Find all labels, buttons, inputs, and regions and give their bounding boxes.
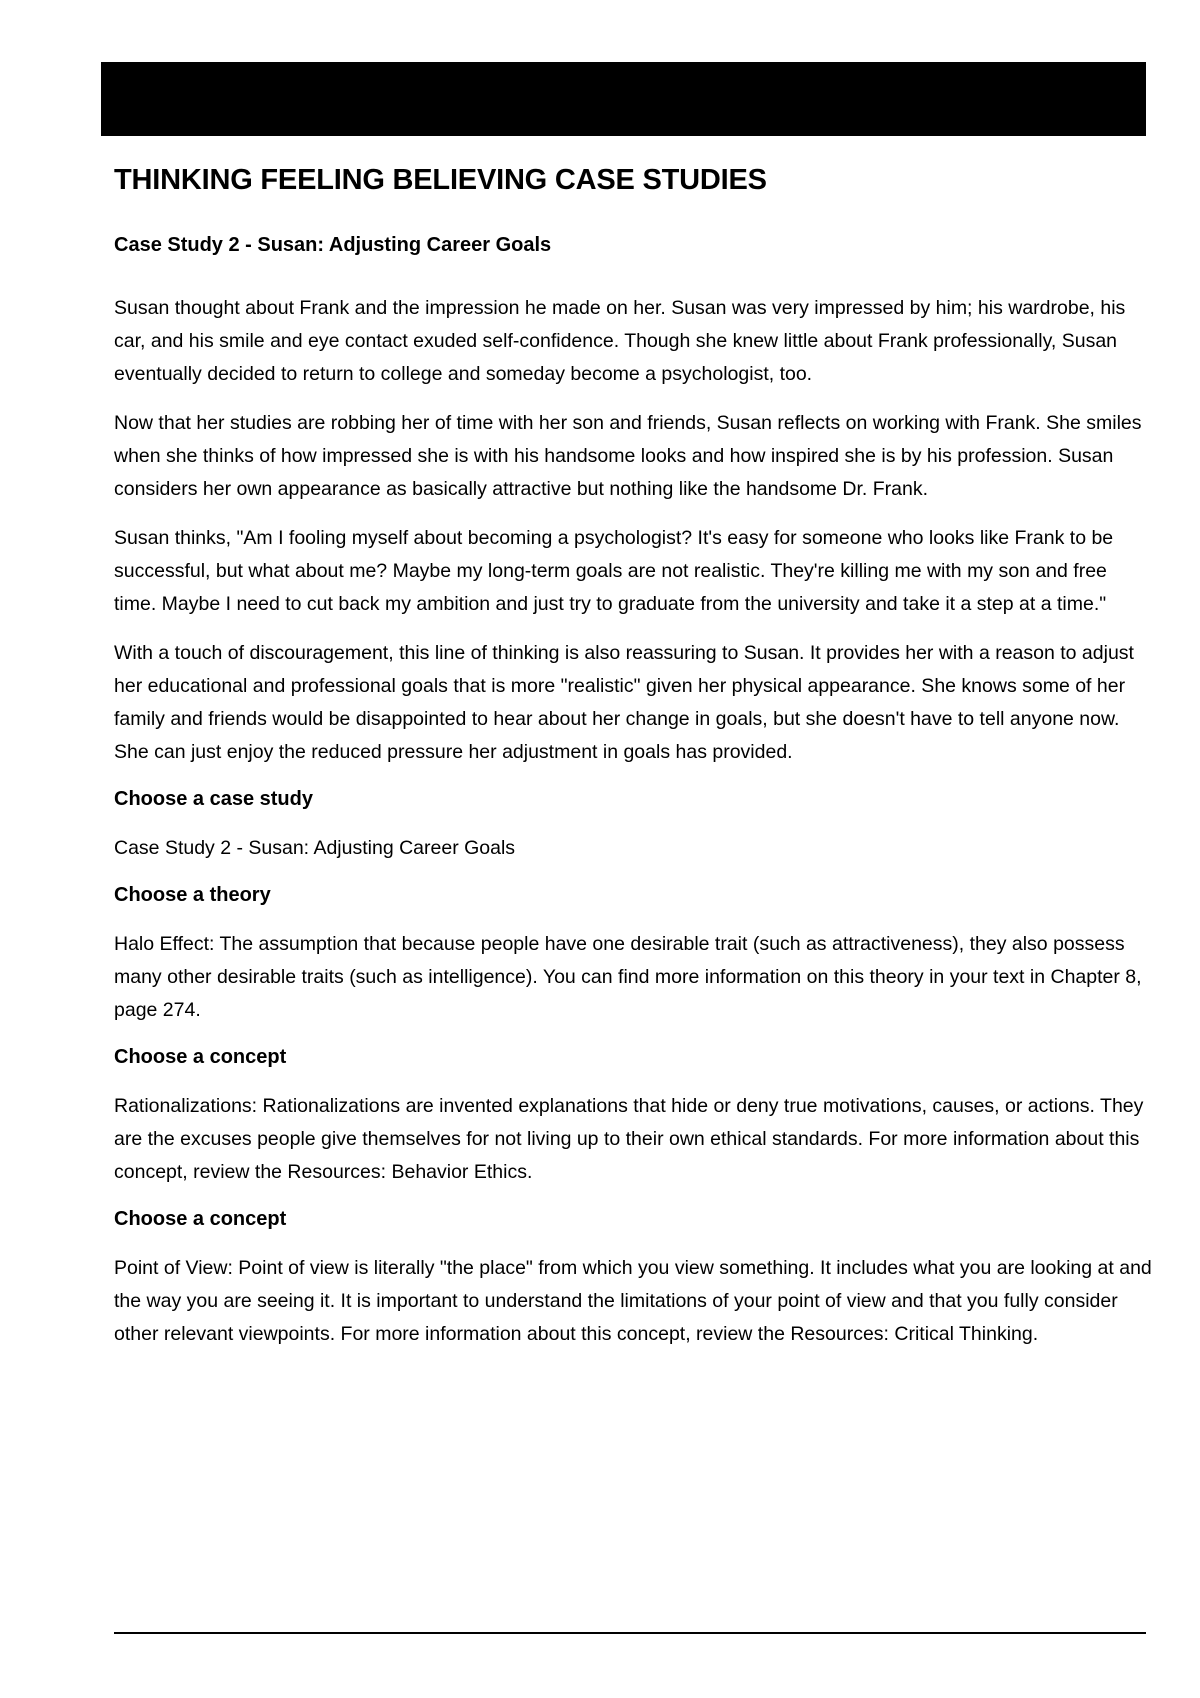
paragraph-3: Susan thinks, "Am I fooling myself about becoming a psychologist? It's easy for someone who looks like Frank to be successful, but what about me? Maybe my long-term goals are not realistic. They're killing me with my son and free time. Maybe I need to cut back my ambition and just try to graduate from the university and take it a step at a time." — [114, 527, 1114, 615]
section-label-concept-2: Choose a concept — [114, 1208, 287, 1230]
section-label-concept-1: Choose a concept — [114, 1046, 287, 1068]
case-study-heading: Case Study 2 - Susan: Adjusting Career Goals — [114, 234, 552, 256]
section-text-theory: Halo Effect: The assumption that because people have one desirable trait (such as attractiveness), they also possess many other desirable traits (such as intelligence). You can find more information on this theory in your text in Chapter 8, page 274. — [114, 933, 1142, 1021]
paragraph-2: Now that her studies are robbing her of time with her son and friends, Susan reflects on working with Frank. She smiles when she thinks of how impressed she is with his handsome looks and how inspired she is by his profession. Susan considers her own appearance as basically attractive but nothing like the handsome Dr. Frank. — [114, 412, 1142, 500]
section-text-case-study: Case Study 2 - Susan: Adjusting Career Goals — [114, 837, 516, 859]
section-text-concept-1: Rationalizations: Rationalizations are invented explanations that hide or deny true motivations, causes, or actions. They are the excuses people give themselves for not living up to their own ethical standards. For more information about this concept, review the Resources: Behavior Ethics. — [114, 1095, 1144, 1183]
section-text-concept-2: Point of View: Point of view is literally "the place" from which you view something. It includes what you are looking at and the way you are seeing it. It is important to understand the limitations of your point of view and that you fully consider other relevant viewpoints. For more information about this concept, review the Resources: Critical Thinking. — [114, 1257, 1152, 1345]
section-label-theory: Choose a theory — [114, 884, 271, 906]
header-bar — [101, 62, 1146, 136]
section-label-case-study: Choose a case study — [114, 788, 313, 810]
paragraph-4: With a touch of discouragement, this line of thinking is also reassuring to Susan. It provides her with a reason to adjust her educational and professional goals that is more "realistic" given her physical appearance. She knows some of her family and friends would be disappointed to hear about her change in goals, but she doesn't have to tell anyone now. She can just enjoy the reduced pressure her adjustment in goals has provided. — [114, 642, 1134, 763]
document-body — [114, 160, 1154, 1351]
page-title: THINKING FEELING BELIEVING CASE STUDIES — [114, 164, 767, 196]
paragraph-1: Susan thought about Frank and the impression he made on her. Susan was very impressed by him; his wardrobe, his car, and his smile and eye contact exuded self-confidence. Though she knew little about Frank professionally, Susan eventually decided to return to college and someday become a psychologist, too. — [114, 297, 1126, 385]
footer-divider — [114, 1632, 1146, 1634]
